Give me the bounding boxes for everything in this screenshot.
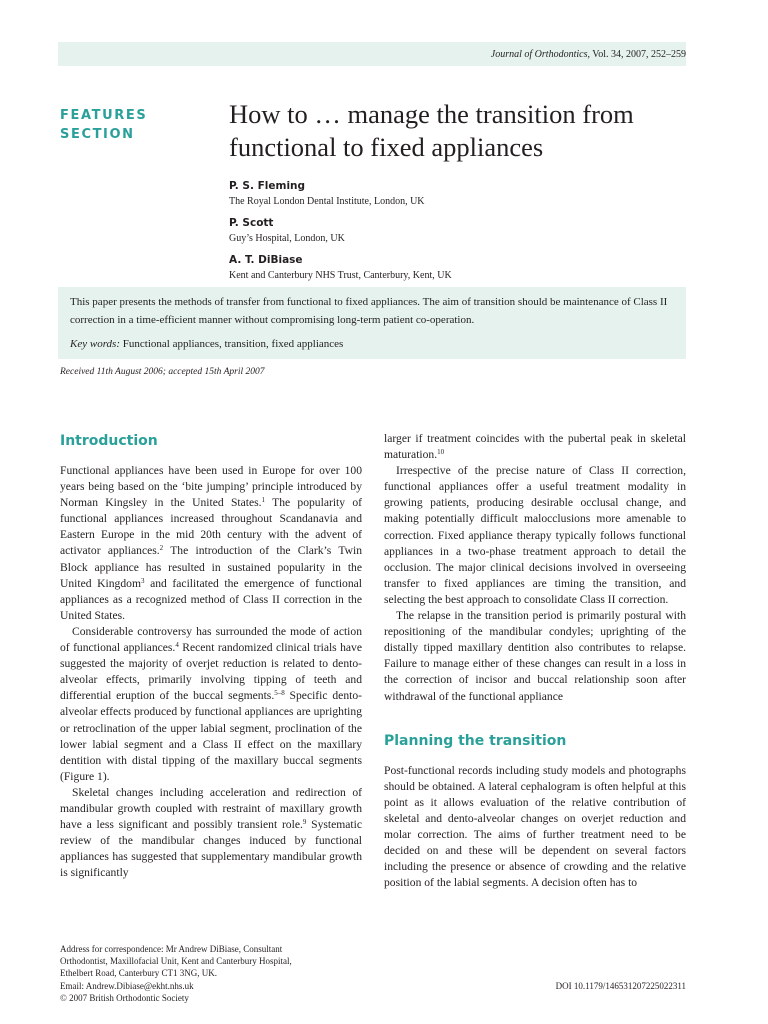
correspondence-line: Address for correspondence: Mr Andrew DiBiase, Consultant [60,944,283,954]
author-name: P. Scott [229,217,274,229]
paragraph: The relapse in the transition period is primarily postural with repositioning of the mandibular condyles; uprighting of the distally tipped maxillary dentition also contributes to relapse. Failure to manage either of these changes can result in a loss in the correction of incisor and buccal relationship soon after withdrawal of the functional appliance [384,609,686,703]
author-affiliation: The Royal London Dental Institute, London, UK [229,196,425,207]
author-entry [229,217,689,245]
reference-link[interactable]: 5–8 [274,689,285,698]
author-list [229,180,689,291]
keywords-text: Functional appliances, transition, fixed appliances [122,338,344,350]
left-column [60,431,362,881]
author-name: P. S. Fleming [229,180,306,192]
correspondence-line: Ethelbert Road, Canterbury CT1 3NG, UK. [60,968,217,979]
text-span: Considerable controversy has surrounded the mode of action of functional appliances. [60,624,362,655]
paragraph [60,785,362,882]
reference-link[interactable]: 10 [437,448,445,457]
journal-citation [491,49,686,60]
paragraph [60,624,362,785]
text-span: The popularity of functional appliances increased throughout Scandanavia and Eastern Europe in the mid 20th century with the advent of activator appliances. [60,496,362,558]
text-span: Skeletal changes including acceleration and redirection of mandibular growth coupled with restraint of maxillary growth have a less significant and possibly transient role. [60,785,362,832]
text-span: Systematic review of the mandibular changes induced by functional appliances has suggested that supplementary mandibular growth is significantly [60,818,363,880]
keywords [70,335,674,353]
received-dates: Received 11th August 2006; accepted 15th April 2007 [60,367,265,377]
section-heading-planning: Planning the transition [384,732,567,749]
correspondence-footnote [60,943,360,1004]
text-span: The introduction of the Clark’s Twin Block appliance has resulted in sustained popularity in the United Kingdom [60,544,362,590]
correspondence-email[interactable]: Email: Andrew.Dibiase@ekht.nhs.uk [60,980,194,991]
author-entry [229,254,689,282]
paragraph: Irrespective of the precise nature of Class II correction, functional appliances offer a useful treatment modality in growing patients, producing desirable occlusal change, and making potentially difficult malocclusions more amenable to correction. Fixed appliance therapy typically follows functional appliances in a two-phase treatment approach to detail the occlusion. The major clinical decisions involved in overseeing transfer to fixed appliances are timing the transition, and selecting the best approach to consolidate Class II correction. [384,464,686,606]
section-label-line-1: FEATURES [60,108,148,123]
text-span: Recent randomized clinical trials have suggested the majority of overjet reduction is related to dento-alveolar effects, primarily involving tipping of teeth and differential eruption of the buccal segments. [60,641,362,703]
keywords-label: Key words: [70,338,121,350]
section-label [60,106,200,144]
doi[interactable]: DOI 10.1179/146531207225022311 [555,981,686,991]
author-name: A. T. DiBiase [229,254,303,266]
copyright: © 2007 British Orthodontic Society [60,992,189,1003]
section-label-line-2: SECTION [60,127,135,142]
journal-name: Journal of Orthodontics [490,49,588,60]
author-entry [229,180,689,208]
journal-volume: , Vol. 34, 2007, 252–259 [587,49,686,60]
text-span: and facilitated the emergence of functional appliances as a recognized method of Class II correction in the United States. [60,576,362,622]
section-heading-introduction: Introduction [60,433,158,449]
right-column [384,431,686,891]
paragraph [60,463,362,624]
article-title: How to … manage the transition from functional to fixed appliances [229,99,634,162]
correspondence-line: Orthodontist, Maxillofacial Unit, Kent and Canterbury Hospital, [60,956,292,967]
reference-link[interactable]: 4 [175,641,179,650]
header-band [0,0,768,80]
author-affiliation: Guy’s Hospital, London, UK [229,233,345,244]
text-span: Functional appliances have been used in Europe for over 100 years being based on the ‘bite jumping’ principle introduced by Norman Kingsley in the United States. [60,464,362,510]
paragraph: Post-functional records including study models and photographs should be obtained. A lateral cephalogram is often helpful at this point as it allows evaluation of the relative contribution of skeletal and dento-alveolar changes on overjet reduction and molar correction. The aims of further treatment need to be decided on and these will be dependent on several factors including the presence or absence of crowding and the relative position of the labial segments. A decision often has to [384,763,686,890]
paragraph [384,431,686,463]
abstract-box [58,287,686,359]
author-affiliation: Kent and Canterbury NHS Trust, Canterbury, Kent, UK [229,270,452,281]
abstract-text: This paper presents the methods of transfer from functional to fixed appliances. The aim of transition should be maintenance of Class II correction in a time-efficient manner without compromising long-term patient co-operation. [70,296,668,326]
reference-link[interactable]: 2 [159,544,164,553]
text-span: Specific dento-alveolar effects produced by functional appliances are uprighting or retroclination of the upper labial segment, proclination of the lower labial segment and a Class II effect on the maxillary dentition with distal tipping of the maxillary buccal segments (Figure 1). [60,689,362,783]
reference-link[interactable]: 3 [140,576,145,585]
text-span: larger if treatment coincides with the pubertal peak in skeletal maturation. [384,432,686,462]
reference-link[interactable]: 9 [302,818,307,827]
reference-link[interactable]: 1 [261,496,266,505]
